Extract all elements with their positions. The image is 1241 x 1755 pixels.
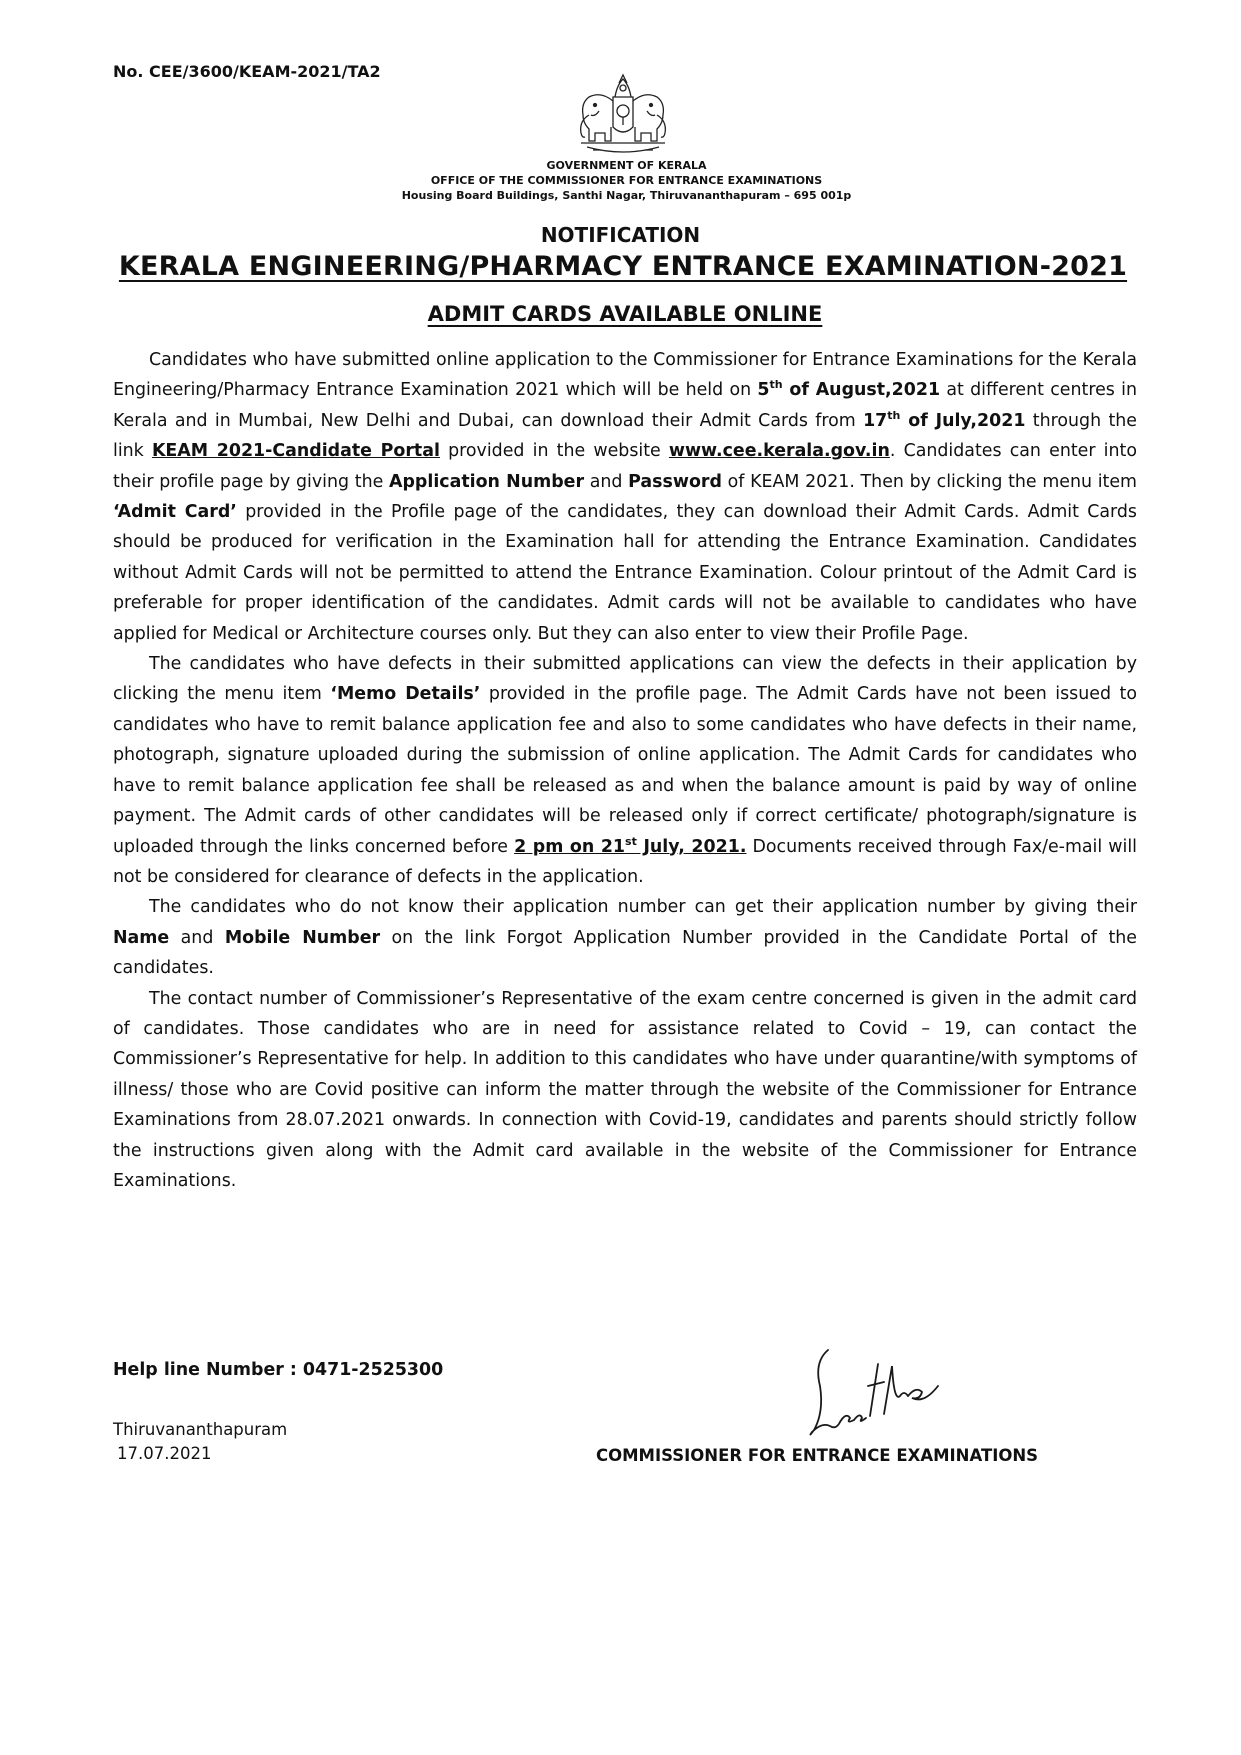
text-run: on the link Forgot Application Number provided in the Candidate Portal of the candidates.	[113, 927, 1137, 979]
text-run: provided in the profile page. The Admit Cards have not been issued to candidates who have to remit balance application fee and also to some candidates who have defects in their name, photograph, signature uploaded during the submission of online application. The Admit Cards for candidates who have to remit balance application fee shall be released as and when the balance amount is paid by way of online payment. The Admit cards of other candidates will be released only if correct certificate/ photograph/signature is uploaded through the links concerned before	[113, 684, 1137, 857]
notification-body	[113, 345, 1137, 1196]
download-date	[863, 411, 1025, 431]
notification-label: NOTIFICATION	[540, 223, 701, 247]
bold-application-number: Application Number	[389, 471, 585, 492]
office-address: Housing Board Buildings, Santhi Nagar, Thiruvananthapuram – 695 001p	[401, 189, 852, 202]
download-day: 17	[863, 410, 888, 431]
ordinal-suffix: th	[887, 409, 901, 423]
bold-password: Password	[628, 471, 722, 492]
paragraph-forgot-application-number	[113, 892, 1137, 983]
text-run: Documents received through Fax/e-mail will not be considered for clearance of defects in the application.	[113, 836, 1137, 887]
government-name: GOVERNMENT OF KERALA	[546, 159, 707, 172]
exam-month: of August,2021	[782, 380, 941, 401]
deadline-part: 2 pm on 21	[514, 836, 626, 857]
bold-admit-card-item: ‘Admit Card’	[113, 502, 237, 523]
handwritten-signature	[800, 1342, 950, 1442]
text-run: . Candidates can enter into their profile page by giving the	[113, 441, 1137, 492]
text-run: provided in the website	[439, 441, 669, 462]
text-run: and	[169, 927, 225, 948]
website-link[interactable]: www.cee.kerala.gov.in	[668, 441, 890, 462]
ordinal-suffix: st	[625, 834, 637, 848]
signatory-title: COMMISSIONER FOR ENTRANCE EXAMINATIONS	[596, 1446, 1039, 1465]
bold-memo-details-item: ‘Memo Details’	[330, 684, 481, 705]
bold-mobile-number: Mobile Number	[224, 927, 381, 948]
exam-date	[757, 380, 940, 400]
reference-number: No. CEE/3600/KEAM-2021/TA2	[113, 62, 381, 81]
text-run: The candidates who have defects in their submitted applications can view the defects in their application by clicking the menu item	[113, 654, 1137, 705]
exam-day: 5	[757, 380, 770, 401]
text-run: The candidates who do not know their application number can get their application number by giving their	[149, 897, 1137, 918]
text-run: The contact number of Commissioner’s Representative of the exam centre concerned is given in the admit card of candidates. Those candidates who are in need for assistance related to Covid – 19, can contact the Commissioner’s Representative for help. In addition to this candidates who have under quarantine/with symptoms of illness/ those who are Covid positive can inform the matter through the website of the Commissioner for Entrance Examinations from 28.07.2021 onwards. In connection with Covid-19, candidates and parents should strictly follow the instructions given along with the Admit card available in the website of the Commissioner for Entrance Examinations.	[113, 988, 1137, 1191]
text-run: provided in the Profile page of the candidates, they can download their Admit Cards. Admit Cards should be produced for verification in the Examination hall for attending the Entrance Examination. Candidates without Admit Cards will not be permitted to attend the Entrance Examination. Colour printout of the Admit Card is preferable for proper identification of the candidates. Admit cards will not be available to candidates who have applied for Medical or Architecture courses only. But they can also enter to view their Profile Page.	[113, 502, 1137, 644]
text-run: and	[584, 471, 629, 492]
upload-deadline	[514, 834, 747, 857]
paragraph-defects	[113, 649, 1137, 892]
paragraph-admit-card-download	[113, 345, 1137, 649]
download-month: of July,2021	[900, 410, 1026, 431]
document-title-text: KERALA ENGINEERING/PHARMACY ENTRANCE EXAMINATION-2021	[118, 251, 1128, 282]
office-name: OFFICE OF THE COMMISSIONER FOR ENTRANCE EXAMINATIONS	[430, 174, 823, 187]
text-run: at different centres in Kerala and in Mumbai, New Delhi and Dubai, can download their Admit Cards from	[113, 380, 1137, 431]
issue-place: Thiruvananthapuram	[113, 1420, 288, 1439]
ordinal-suffix: th	[769, 378, 783, 392]
office-header	[0, 158, 1241, 203]
kerala-state-emblem-icon	[571, 71, 675, 159]
text-run: of KEAM 2021. Then by clicking the menu item	[721, 471, 1137, 492]
document-title	[0, 251, 1241, 282]
document-subtitle	[0, 302, 1241, 326]
issue-date: 17.07.2021	[117, 1444, 212, 1463]
helpline-number: Help line Number : 0471-2525300	[113, 1360, 444, 1380]
deadline-part: July, 2021.	[636, 836, 747, 857]
bold-name: Name	[113, 927, 170, 948]
text-run: Candidates who have submitted online application to the Commissioner for Entrance Examinations for the Kerala Engineering/Pharmacy Entrance Examination 2021 which will be held on	[113, 350, 1137, 401]
candidate-portal-link[interactable]: KEAM 2021-Candidate Portal	[151, 441, 440, 462]
text-run: through the link	[113, 410, 1137, 462]
document-subtitle-text: ADMIT CARDS AVAILABLE ONLINE	[427, 302, 823, 326]
paragraph-covid-assistance	[113, 984, 1137, 1197]
